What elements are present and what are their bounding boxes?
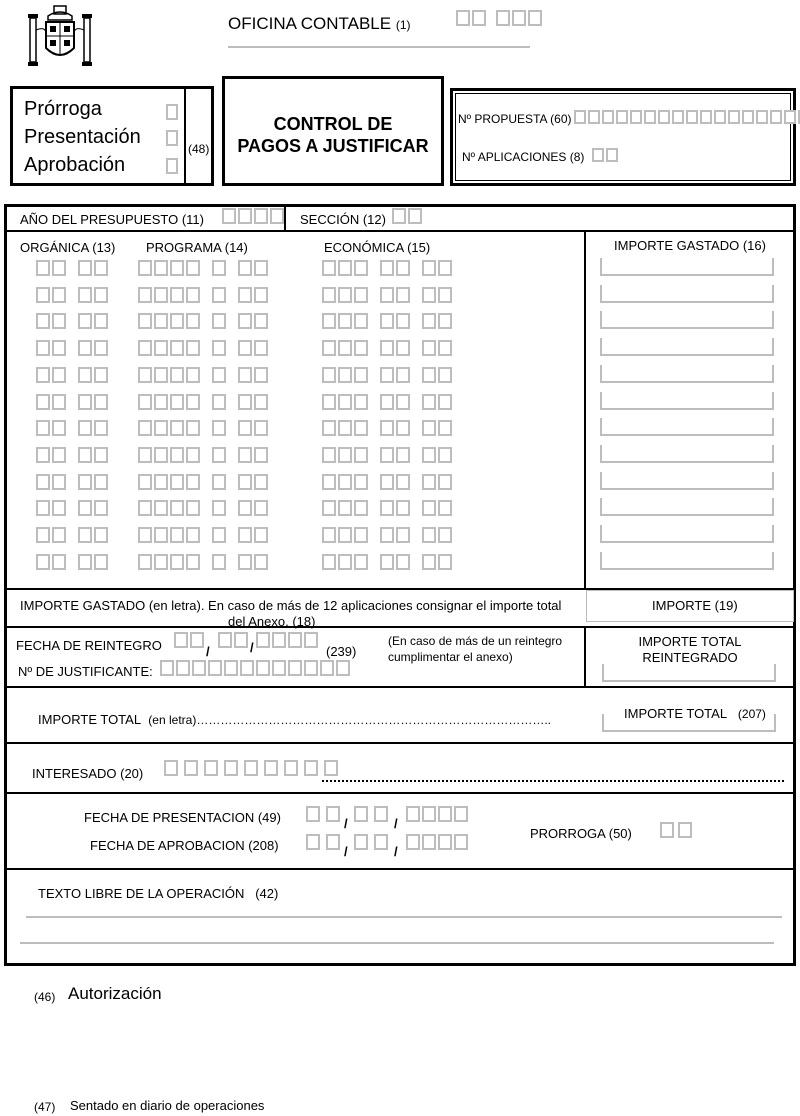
economica-field[interactable] [380,340,410,356]
organica-field[interactable] [36,287,66,303]
fecha-aprobacion-label: FECHA DE APROBACION (208) [90,838,279,853]
economica-field[interactable] [322,367,368,383]
programa-field[interactable] [138,474,200,490]
importe-gastado-field[interactable] [600,365,774,383]
organica-field[interactable] [78,287,108,303]
economica-field[interactable] [422,260,452,276]
economica-field[interactable] [422,340,452,356]
programa-field[interactable] [138,447,200,463]
economica-field[interactable] [380,500,410,516]
economica-field[interactable] [322,447,368,463]
programa-field[interactable] [212,527,226,543]
organica-field[interactable] [78,340,108,356]
economica-field[interactable] [322,260,368,276]
programa-field[interactable] [138,394,200,410]
fecha-presentacion-anio[interactable] [406,806,468,822]
fecha-reintegro-label: FECHA DE REINTEGRO [16,638,162,653]
seccion-field[interactable] [392,208,422,224]
prorroga-field[interactable] [660,822,692,838]
fecha-presentacion-label: FECHA DE PRESENTACION (49) [84,810,281,825]
programa-field[interactable] [212,554,226,570]
importe-letra-line2: del Anexo. (18) [228,614,316,629]
importe-gastado-field[interactable] [600,285,774,303]
programa-field[interactable] [212,287,226,303]
economica-field[interactable] [380,447,410,463]
organica-field[interactable] [78,394,108,410]
economica-header: ECONÓMICA (15) [324,240,431,255]
reintegro-code: (239) [326,644,357,659]
aplicaciones-field[interactable] [592,148,618,162]
importe-total-reintegrado-line1: IMPORTE TOTAL [638,634,742,649]
economica-field[interactable] [322,287,368,303]
programa-field[interactable] [238,447,268,463]
reintegro-note-line1: (En caso de más de un reintegro [388,634,563,648]
economica-field[interactable] [380,394,410,410]
importe-total-label: IMPORTE TOTAL (en letra)…………………………………………………………………………….. [38,712,551,727]
economica-field[interactable] [322,420,368,436]
sentado-code: (47) [34,1100,56,1114]
importe-total-207-label: IMPORTE TOTAL (207) [624,706,766,721]
importe-total-field[interactable] [602,714,776,732]
economica-field[interactable] [322,500,368,516]
programa-field[interactable] [138,313,200,329]
organica-field[interactable] [36,367,66,383]
sentado-label: Sentado en diario de operaciones [70,1098,265,1113]
economica-field[interactable] [322,340,368,356]
fecha-aprobacion-mes[interactable] [354,834,388,850]
propuesta-label: Nº PROPUESTA (60) [458,112,572,126]
oficina-contable-field[interactable] [456,10,542,26]
programa-field[interactable] [212,420,226,436]
organica-field[interactable] [78,500,108,516]
presentacion-checkbox[interactable] [166,130,178,146]
economica-field[interactable] [422,447,452,463]
programa-field[interactable] [212,260,226,276]
programa-field[interactable] [212,313,226,329]
economica-field[interactable] [422,500,452,516]
programa-field[interactable] [212,474,226,490]
organica-field[interactable] [36,260,66,276]
programa-field[interactable] [238,340,268,356]
fecha-reintegro-anio[interactable] [256,632,318,648]
tipo-code: (48) [188,142,210,156]
organica-field[interactable] [36,340,66,356]
programa-field[interactable] [138,287,200,303]
importe-gastado-header: IMPORTE GASTADO (16) [614,238,766,253]
economica-field[interactable] [322,474,368,490]
texto-libre-line2[interactable] [20,942,774,944]
importe-gastado-field[interactable] [600,418,774,436]
organica-header: ORGÁNICA (13) [20,240,116,255]
economica-field[interactable] [322,527,368,543]
programa-field[interactable] [238,313,268,329]
economica-field[interactable] [422,554,452,570]
importe-total-reintegrado-field[interactable] [602,664,776,682]
programa-field[interactable] [212,340,226,356]
programa-field[interactable] [212,367,226,383]
tipo-prorroga-label: Prórroga [24,98,102,120]
texto-libre-line1[interactable] [26,916,782,918]
importe-gastado-field[interactable] [600,392,774,410]
economica-field[interactable] [322,313,368,329]
programa-field[interactable] [138,367,200,383]
fecha-aprobacion-dia[interactable] [306,834,340,850]
organica-field[interactable] [36,500,66,516]
importe-total-reintegrado-line2: REINTEGRADO [642,650,738,665]
importe-19-label: IMPORTE (19) [652,598,738,613]
economica-field[interactable] [322,394,368,410]
economica-field[interactable] [380,313,410,329]
oficina-contable-label: OFICINA CONTABLE (1) [228,14,411,33]
importe-gastado-field[interactable] [600,311,774,329]
fecha-reintegro-mes[interactable] [218,632,248,648]
interesado-label: INTERESADO (20) [32,766,144,781]
interesado-line[interactable] [322,780,784,782]
organica-field[interactable] [78,313,108,329]
importe-gastado-field[interactable] [600,338,774,356]
aprobacion-checkbox[interactable] [166,158,178,174]
interesado-field[interactable] [164,760,338,776]
programa-field[interactable] [138,340,200,356]
economica-field[interactable] [380,527,410,543]
importe-gastado-field[interactable] [600,445,774,463]
economica-field[interactable] [422,474,452,490]
importe-gastado-field[interactable] [600,525,774,543]
seccion-label: SECCIÓN (12) [300,212,386,227]
economica-field[interactable] [380,367,410,383]
organica-field[interactable] [36,474,66,490]
organica-field[interactable] [78,447,108,463]
justificante-label: Nº DE JUSTIFICANTE: [18,664,153,679]
tipo-aprobacion-label: Aprobación [24,154,126,176]
economica-field[interactable] [380,474,410,490]
programa-field[interactable] [212,394,226,410]
programa-field[interactable] [238,554,268,570]
programa-field[interactable] [238,527,268,543]
organica-field[interactable] [36,420,66,436]
organica-field[interactable] [36,394,66,410]
programa-field[interactable] [238,260,268,276]
economica-field[interactable] [380,287,410,303]
programa-field[interactable] [238,367,268,383]
texto-libre-label: TEXTO LIBRE DE LA OPERACIÓN (42) [38,886,279,901]
economica-field[interactable] [380,554,410,570]
importe-gastado-field[interactable] [600,258,774,276]
reintegro-note-line2: cumplimentar el anexo) [388,650,513,664]
anio-presupuesto-label: AÑO DEL PRESUPUESTO (11) [20,212,204,227]
fecha-presentacion-mes[interactable] [354,806,388,822]
aplicaciones-label: Nº APLICACIONES (8) [462,150,585,164]
economica-field[interactable] [380,260,410,276]
page-title-line2: PAGOS A JUSTIFICAR [237,136,429,156]
economica-field[interactable] [422,367,452,383]
economica-field[interactable] [422,394,452,410]
programa-field[interactable] [238,500,268,516]
organica-field[interactable] [36,527,66,543]
programa-field[interactable] [238,420,268,436]
fecha-reintegro-dia[interactable] [174,632,204,648]
programa-field[interactable] [238,287,268,303]
importe-gastado-field[interactable] [600,472,774,490]
organica-field[interactable] [36,447,66,463]
justificante-field[interactable] [160,660,350,676]
coat-of-arms-logo [24,4,96,72]
organica-field[interactable] [36,554,66,570]
economica-field[interactable] [422,313,452,329]
organica-field[interactable] [78,367,108,383]
programa-field[interactable] [238,394,268,410]
autorizacion-code: (46) [34,990,56,1004]
organica-field[interactable] [78,527,108,543]
fecha-presentacion-dia[interactable] [306,806,340,822]
importe-gastado-field[interactable] [600,498,774,516]
economica-field[interactable] [422,420,452,436]
prorroga-label: PRORROGA (50) [530,826,632,841]
programa-field[interactable] [238,474,268,490]
tipo-presentacion-label: Presentación [24,126,141,148]
economica-field[interactable] [422,287,452,303]
programa-field[interactable] [138,500,200,516]
organica-field[interactable] [36,313,66,329]
fecha-aprobacion-anio[interactable] [406,834,468,850]
programa-header: PROGRAMA (14) [146,240,248,255]
organica-field[interactable] [78,260,108,276]
autorizacion-label: Autorización [68,984,162,1003]
economica-field[interactable] [322,554,368,570]
programa-field[interactable] [212,500,226,516]
organica-field[interactable] [78,474,108,490]
organica-field[interactable] [78,554,108,570]
importe-letra-line1: IMPORTE GASTADO (en letra). En caso de más de 12 aplicaciones consignar el importe total [20,598,562,613]
programa-field[interactable] [138,554,200,570]
importe-gastado-field[interactable] [600,552,774,570]
programa-field[interactable] [138,260,200,276]
programa-field[interactable] [212,447,226,463]
anio-presupuesto-field[interactable] [222,208,284,224]
propuesta-field[interactable] [574,110,800,124]
programa-field[interactable] [138,527,200,543]
organica-field[interactable] [78,420,108,436]
economica-field[interactable] [422,527,452,543]
economica-field[interactable] [380,420,410,436]
page-title-line1: CONTROL DE [273,114,393,134]
prorroga-checkbox[interactable] [166,104,178,120]
programa-field[interactable] [138,420,200,436]
